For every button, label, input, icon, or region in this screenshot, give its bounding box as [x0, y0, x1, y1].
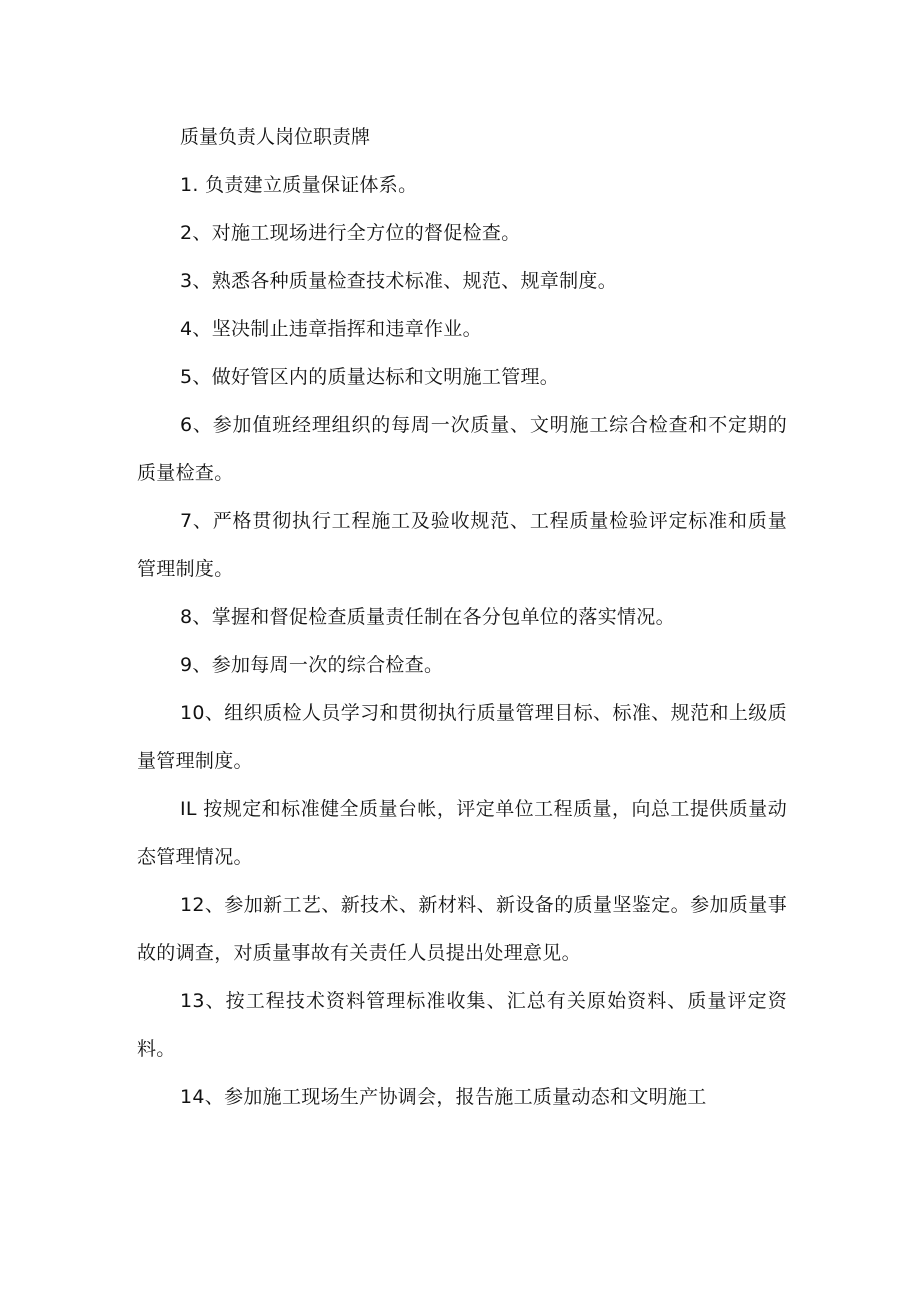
duty-item-12: 12、参加新工艺、新技术、新材料、新设备的质量坚鉴定。参加质量事故的调查，对质量事故有关责任人员提出处理意见。 [137, 894, 787, 964]
duty-item-13: 13、按工程技术资料管理标准收集、汇总有关原始资料、质量评定资料。 [137, 990, 787, 1060]
duty-item-5: 5、做好管区内的质量达标和文明施工管理。 [180, 366, 560, 388]
duty-item-1: 1. 负责建立质量保证体系。 [180, 174, 418, 196]
duty-item-3: 3、熟悉各种质量检查技术标准、规范、规章制度。 [180, 270, 617, 292]
duty-item-4: 4、坚决制止违章指挥和违章作业。 [180, 318, 482, 340]
duty-item-7: 7、严格贯彻执行工程施工及验收规范、工程质量检验评定标准和质量管理制度。 [137, 510, 787, 580]
duty-item-9: 9、参加每周一次的综合检查。 [180, 654, 444, 676]
duty-item-6: 6、参加值班经理组织的每周一次质量、文明施工综合检查和不定期的质量检查。 [137, 414, 787, 484]
duty-item-2: 2、对施工现场进行全方位的督促检查。 [180, 222, 521, 244]
duty-item-8: 8、掌握和督促检查质量责任制在各分包单位的落实情况。 [180, 606, 675, 628]
duty-item-11: IL 按规定和标准健全质量台帐，评定单位工程质量，向总工提供质量动态管理情况。 [137, 798, 787, 868]
document-body [137, 113, 787, 1121]
duty-item-14: 14、参加施工现场生产协调会，报告施工质量动态和文明施工 [180, 1086, 707, 1108]
document-title: 质量负责人岗位职责牌 [180, 126, 371, 148]
duty-item-10: 10、组织质检人员学习和贯彻执行质量管理目标、标准、规范和上级质量管理制度。 [137, 702, 787, 772]
